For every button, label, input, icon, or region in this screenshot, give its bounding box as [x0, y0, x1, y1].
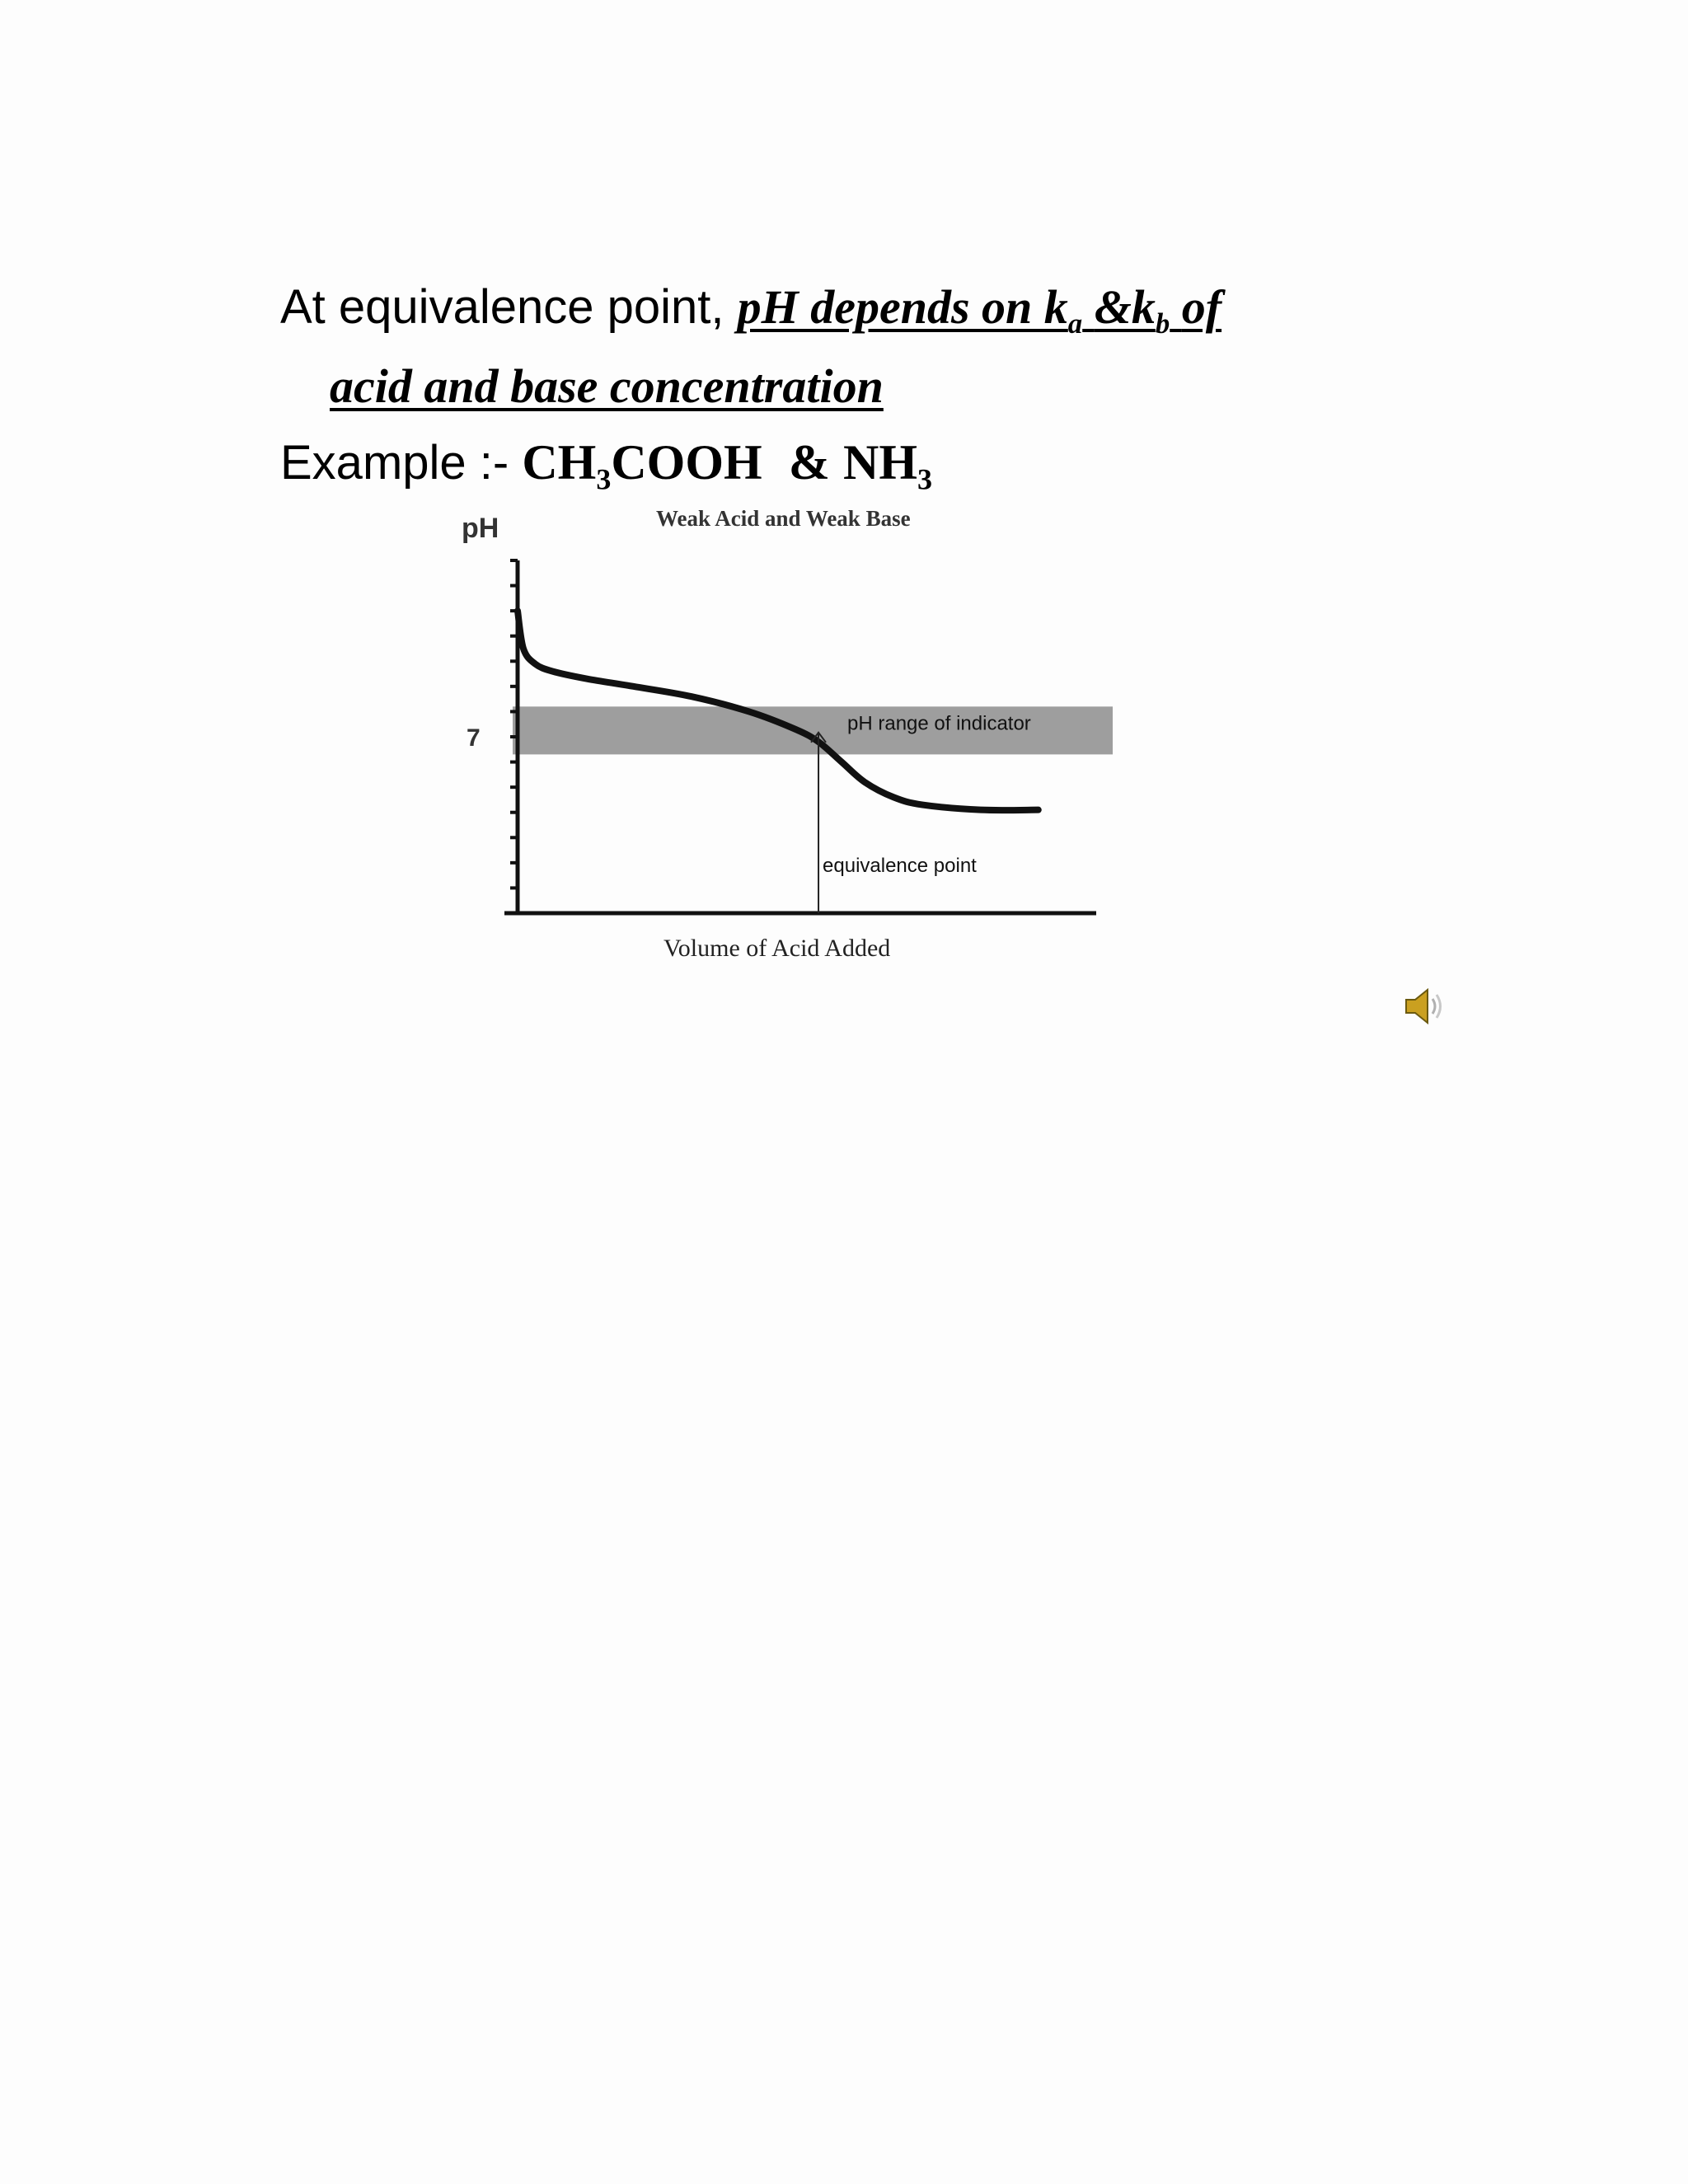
speaker-icon[interactable] [1403, 986, 1447, 1027]
ampersand: & [788, 435, 830, 490]
base-subscript: 3 [917, 462, 933, 496]
acid-prefix: CH [522, 435, 597, 490]
band-label: pH range of indicator [847, 712, 1031, 735]
chart-title: Weak Acid and Weak Base [656, 506, 911, 531]
subscript-b: b [1155, 307, 1170, 340]
emphasis-text [737, 280, 1222, 340]
titration-chart [445, 494, 1121, 972]
equivalence-label: equivalence point [823, 855, 977, 877]
slide-text [280, 276, 1221, 513]
base-formula [843, 435, 933, 496]
y-tick-label-7: 7 [467, 724, 481, 752]
acid-suffix: COOH [611, 435, 762, 490]
y-axis-label: pH [462, 513, 499, 544]
intro-text: At equivalence point, [280, 280, 724, 334]
acid-formula [522, 435, 762, 496]
base-prefix: NH [843, 435, 918, 490]
emphasis-prefix: pH depends on k [737, 280, 1068, 334]
emphasis-of: of [1181, 280, 1222, 334]
x-axis-label: Volume of Acid Added [663, 935, 891, 962]
heading-line-2: acid and base concentration [330, 359, 884, 414]
emphasis-amp-k: &k [1094, 280, 1156, 334]
acid-subscript: 3 [596, 462, 612, 496]
heading-line-1 [280, 276, 1221, 355]
subscript-a: a [1067, 307, 1083, 340]
example-label: Example :- [280, 436, 509, 490]
